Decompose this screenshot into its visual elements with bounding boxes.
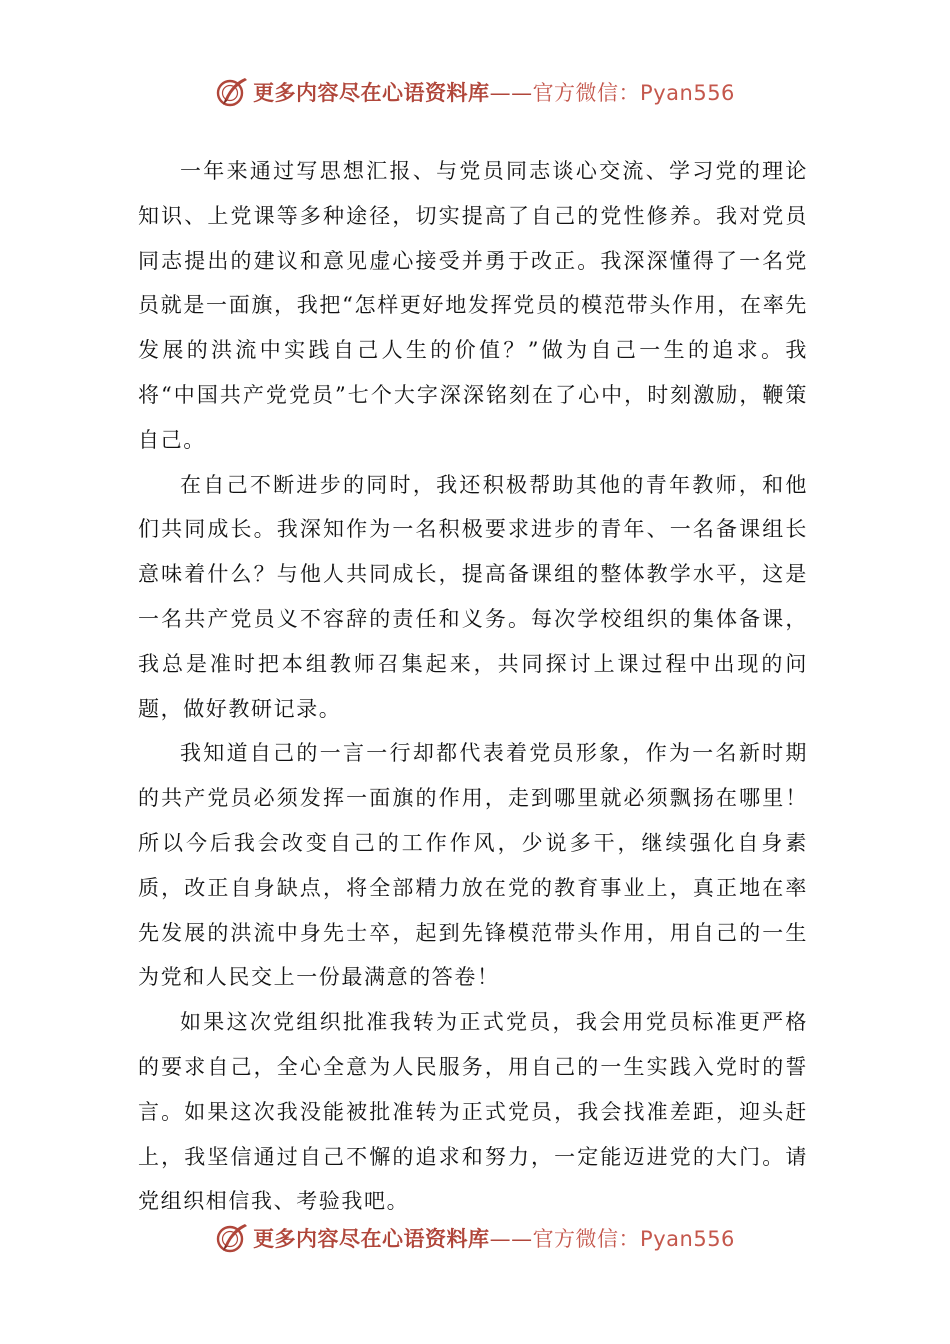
footer-brand: 更多内容尽在心语资料库	[253, 1227, 490, 1251]
header-brand: 更多内容尽在心语资料库	[253, 81, 490, 105]
paragraph-1: 一年来通过写思想汇报、与党员同志谈心交流、学习党的理论知识、上党课等多种途径，切实提高了自己的党性修养。我对党员同志提出的建议和意见虚心接受并勇于改正。我深深懂得了一名党员就是一面旗，我把“怎样更好地发挥党员的模范带头作用，在率先发展的洪流中实践自己人生的价值？”做为自己一生的追求。我将“中国共产党党员”七个大字深深铭刻在了心中，时刻激励，鞭策自己。	[138, 159, 808, 452]
header-separator: ——	[489, 81, 533, 105]
header-banner	[0, 72, 950, 112]
paragraph-4: 如果这次党组织批准我转为正式党员，我会用党员标准更严格的要求自己，全心全意为人民服务，用自己的一生实践入党时的誓言。如果这次我没能被批准转为正式党员，我会找准差距，迎头赶上，我坚信通过自己不懈的追求和努力，一定能迈进党的大门。请党组织相信我、考验我吧。	[138, 1010, 808, 1214]
footer-separator: ——	[489, 1227, 533, 1251]
paragraph-3: 我知道自己的一言一行却都代表着党员形象，作为一名新时期的共产党员必须发挥一面旗的作用，走到哪里就必须飘扬在哪里！所以今后我会改变自己的工作作风，少说多干，继续强化自身素质，改正自身缺点，将全部精力放在党的教育事业上，真正地在率先发展的洪流中身先士卒，起到先锋模范带头作用，用自己的一生为党和人民交上一份最满意的答卷！	[138, 741, 808, 990]
quill-pen-icon	[215, 75, 249, 109]
footer-contact: 官方微信：Pyan556	[532, 1227, 735, 1251]
document-body	[138, 149, 808, 1224]
footer-banner	[0, 1218, 950, 1258]
header-text	[253, 77, 735, 107]
paragraph-2: 在自己不断进步的同时，我还积极帮助其他的青年教师，和他们共同成长。我深知作为一名积极要求进步的青年、一名备课组长意味着什么？与他人共同成长，提高备课组的整体教学水平，这是一名共产党员义不容辞的责任和义务。每次学校组织的集体备课，我总是准时把本组教师召集起来，共同探讨上课过程中出现的问题，做好教研记录。	[138, 472, 808, 721]
footer-text	[253, 1223, 735, 1253]
quill-pen-icon	[215, 1221, 249, 1255]
header-contact: 官方微信：Pyan556	[532, 81, 735, 105]
